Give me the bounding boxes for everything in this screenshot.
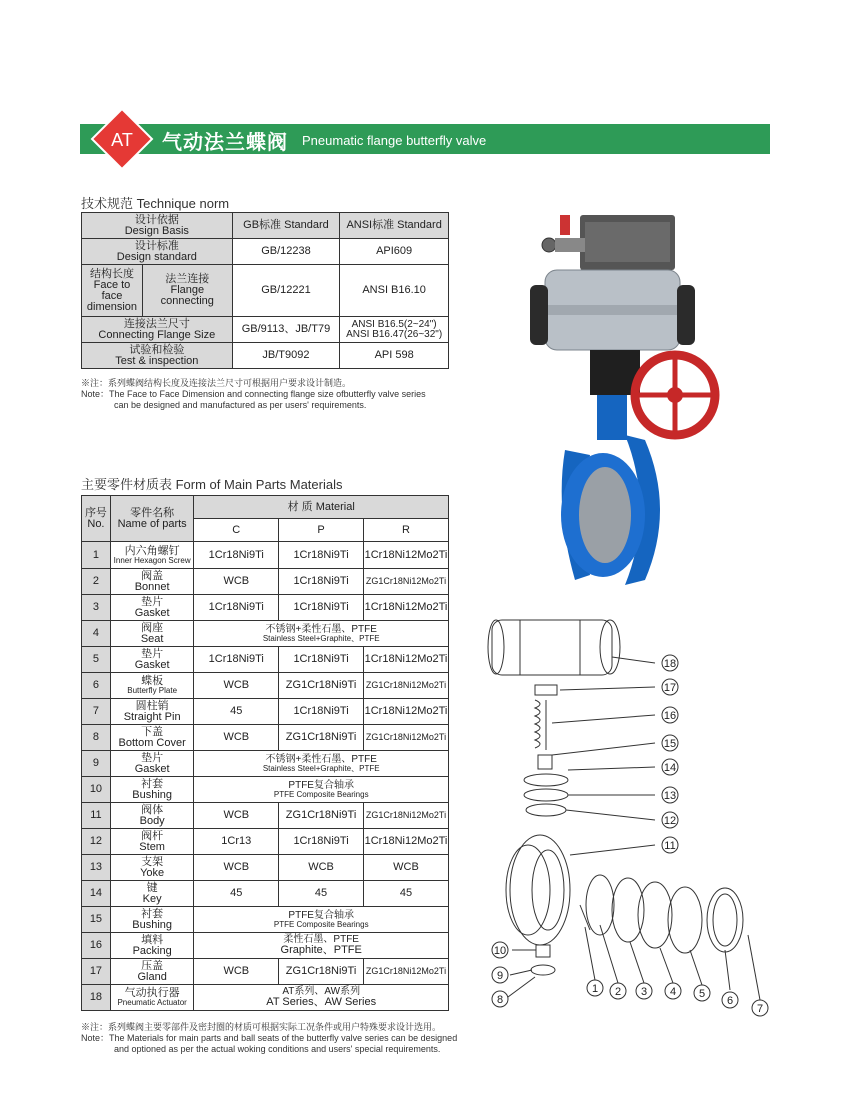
part-number: 5 — [82, 647, 111, 673]
callout-label: 4 — [669, 986, 677, 998]
callout-label: 16 — [663, 710, 677, 722]
parts-header-row — [82, 496, 449, 519]
callout-label: 11 — [664, 840, 676, 852]
material-c: 1Cr18Ni9Ti — [194, 647, 279, 673]
title-en: Pneumatic flange butterfly valve — [302, 133, 487, 148]
header-no: 序号 No. — [82, 496, 111, 542]
callout-label: 2 — [614, 986, 622, 998]
parts-row — [82, 595, 449, 621]
technique-row: 试验和检验 Test & inspection JB/T9092 API 598 — [82, 343, 449, 369]
parts-row — [82, 699, 449, 725]
technique-heading: 技术规范 Technique norm — [81, 196, 230, 211]
header-basis: 设计依据 Design Basis — [82, 213, 233, 239]
part-number: 12 — [82, 829, 111, 855]
material-p: ZG1Cr18Ni9Ti — [279, 673, 364, 699]
parts-row — [82, 803, 449, 829]
callout-label: 14 — [663, 762, 677, 774]
part-number: 16 — [82, 933, 111, 959]
material-p: 1Cr18Ni9Ti — [279, 699, 364, 725]
parts-heading: 主要零件材质表 Form of Main Parts Materials — [81, 477, 343, 492]
parts-note: ※注：系列蝶阀主要零部件及密封圈的材质可根据实际工况条件或用户特殊要求设计选用。 Note：The Materials for main parts and ball seats of the butterfly valve series can be designed and optioned as per the actual woking conditions and users' special requirements. — [81, 1022, 458, 1054]
part-number: 18 — [82, 985, 111, 1011]
callout-label: 1 — [591, 983, 599, 995]
callout-label: 6 — [726, 995, 734, 1007]
part-number: 10 — [82, 777, 111, 803]
header-name: 零件名称 Name of parts — [110, 496, 194, 542]
title-cn: 气动法兰蝶阀 — [162, 130, 288, 154]
technique-row: 结构长度 Face to face dimension 法兰连接 Flange connecting GB/12221 ANSI B16.10 — [82, 265, 449, 317]
part-material-all: PTFE复合轴承 PTFE Composite Bearings — [194, 907, 449, 933]
material-p: 45 — [279, 881, 364, 907]
material-c: WCB — [194, 803, 279, 829]
material-r: ZG1Cr18Ni12Mo2Ti — [363, 959, 448, 985]
material-c: WCB — [194, 855, 279, 881]
part-material-all: 不锈钢+柔性石墨、PTFE Stainless Steel+Graphite、PTFE — [194, 751, 449, 777]
callout-label: 12 — [663, 815, 677, 827]
part-number: 17 — [82, 959, 111, 985]
parts-row — [82, 751, 449, 777]
material-p: WCB — [279, 855, 364, 881]
header-ansi: ANSI标准 Standard — [340, 213, 449, 239]
part-name: 衬套 Bushing — [110, 907, 194, 933]
callout-label: 15 — [663, 738, 677, 750]
parts-row — [82, 725, 449, 751]
header-r: R — [363, 519, 448, 542]
parts-table — [81, 495, 449, 1011]
part-name: 支架 Yoke — [110, 855, 194, 881]
callout-label: 13 — [663, 790, 677, 802]
exploded-diagram — [480, 605, 780, 1025]
material-p: 1Cr18Ni9Ti — [279, 595, 364, 621]
parts-row — [82, 673, 449, 699]
part-material-all: 柔性石墨、PTFE Graphite、PTFE — [194, 933, 449, 959]
part-number: 13 — [82, 855, 111, 881]
part-number: 15 — [82, 907, 111, 933]
parts-row — [82, 855, 449, 881]
parts-row — [82, 959, 449, 985]
material-r: 1Cr18Ni12Mo2Ti — [363, 595, 448, 621]
part-name: 垫片 Gasket — [110, 595, 194, 621]
callout-label: 7 — [756, 1003, 764, 1015]
material-c: WCB — [194, 569, 279, 595]
callout-label: 8 — [496, 994, 504, 1006]
material-r: 1Cr18Ni12Mo2Ti — [363, 542, 448, 569]
material-p: 1Cr18Ni9Ti — [279, 542, 364, 569]
material-p: ZG1Cr18Ni9Ti — [279, 959, 364, 985]
parts-row — [82, 985, 449, 1011]
technique-note: ※注：系列蝶阀结构长度及连接法兰尺寸可根据用户要求设计制造。 Note：The Face to Face Dimension and connecting flange size ofbutterfly valve series can be designed and manufactured as per users' requirements. — [81, 378, 426, 410]
part-name: 内六角螺钉 Inner Hexagon Screw — [110, 542, 194, 569]
material-c: 1Cr18Ni9Ti — [194, 542, 279, 569]
part-number: 3 — [82, 595, 111, 621]
material-c: 1Cr13 — [194, 829, 279, 855]
material-c: WCB — [194, 725, 279, 751]
material-c: 45 — [194, 881, 279, 907]
material-r: WCB — [363, 855, 448, 881]
part-name: 圆柱销 Straight Pin — [110, 699, 194, 725]
technique-table — [81, 212, 449, 369]
part-number: 1 — [82, 542, 111, 569]
header-material: 材 质 Material — [194, 496, 449, 519]
part-number: 14 — [82, 881, 111, 907]
part-name: 阀盖 Bonnet — [110, 569, 194, 595]
parts-row — [82, 907, 449, 933]
part-name: 垫片 Gasket — [110, 751, 194, 777]
material-r: ZG1Cr18Ni12Mo2Ti — [363, 725, 448, 751]
material-p: ZG1Cr18Ni9Ti — [279, 725, 364, 751]
part-material-all: PTFE复合轴承 PTFE Composite Bearings — [194, 777, 449, 803]
header-c: C — [194, 519, 279, 542]
callout-label: 18 — [663, 658, 677, 670]
part-number: 6 — [82, 673, 111, 699]
material-r: 1Cr18Ni12Mo2Ti — [363, 829, 448, 855]
material-r: 1Cr18Ni12Mo2Ti — [363, 699, 448, 725]
part-number: 11 — [82, 803, 111, 829]
part-material-all: 不锈钢+柔性石墨、PTFE Stainless Steel+Graphite、PTFE — [194, 621, 449, 647]
technique-header-row — [82, 213, 449, 239]
material-c: 1Cr18Ni9Ti — [194, 595, 279, 621]
material-p: 1Cr18Ni9Ti — [279, 829, 364, 855]
badge-text: AT — [111, 130, 133, 150]
material-r: 45 — [363, 881, 448, 907]
part-name: 衬套 Bushing — [110, 777, 194, 803]
callout-label: 17 — [663, 682, 677, 694]
parts-row — [82, 569, 449, 595]
part-name: 垫片 Gasket — [110, 647, 194, 673]
parts-row — [82, 829, 449, 855]
material-c: WCB — [194, 959, 279, 985]
part-name: 阀座 Seat — [110, 621, 194, 647]
part-name: 阀杆 Stem — [110, 829, 194, 855]
part-name: 键 Key — [110, 881, 194, 907]
part-number: 4 — [82, 621, 111, 647]
part-name: 阀体 Body — [110, 803, 194, 829]
part-name: 压盖 Gland — [110, 959, 194, 985]
callout-label: 3 — [640, 986, 648, 998]
part-name: 蝶板 Butterfly Plate — [110, 673, 194, 699]
material-c: WCB — [194, 673, 279, 699]
callout-label: 9 — [496, 970, 504, 982]
parts-row — [82, 881, 449, 907]
parts-row — [82, 621, 449, 647]
material-r: ZG1Cr18Ni12Mo2Ti — [363, 569, 448, 595]
material-r: 1Cr18Ni12Mo2Ti — [363, 647, 448, 673]
part-number: 7 — [82, 699, 111, 725]
header-p: P — [279, 519, 364, 542]
header-gb: GB标准 Standard — [232, 213, 340, 239]
parts-row — [82, 647, 449, 673]
part-name: 气动执行器 Pneumatic Actuator — [110, 985, 194, 1011]
technique-row: 连接法兰尺寸 Connecting Flange Size GB/9113、JB/T79 ANSI B16.5(2~24") ANSI B16.47(26~32") — [82, 317, 449, 343]
callout-label: 10 — [493, 945, 507, 957]
part-material-all: AT系列、AW系列 AT Series、AW Series — [194, 985, 449, 1011]
material-p: ZG1Cr18Ni9Ti — [279, 803, 364, 829]
part-name: 下盖 Bottom Cover — [110, 725, 194, 751]
parts-row — [82, 542, 449, 569]
part-name: 填料 Packing — [110, 933, 194, 959]
material-r: ZG1Cr18Ni12Mo2Ti — [363, 803, 448, 829]
part-number: 2 — [82, 569, 111, 595]
parts-row — [82, 777, 449, 803]
part-number: 9 — [82, 751, 111, 777]
material-p: 1Cr18Ni9Ti — [279, 569, 364, 595]
parts-row — [82, 933, 449, 959]
valve-photo — [525, 210, 725, 590]
material-c: 45 — [194, 699, 279, 725]
at-badge-icon — [90, 107, 154, 171]
part-number: 8 — [82, 725, 111, 751]
callout-label: 5 — [698, 988, 706, 1000]
technique-row: 设计标准 Design standard GB/12238 API609 — [82, 239, 449, 265]
material-r: ZG1Cr18Ni12Mo2Ti — [363, 673, 448, 699]
material-p: 1Cr18Ni9Ti — [279, 647, 364, 673]
